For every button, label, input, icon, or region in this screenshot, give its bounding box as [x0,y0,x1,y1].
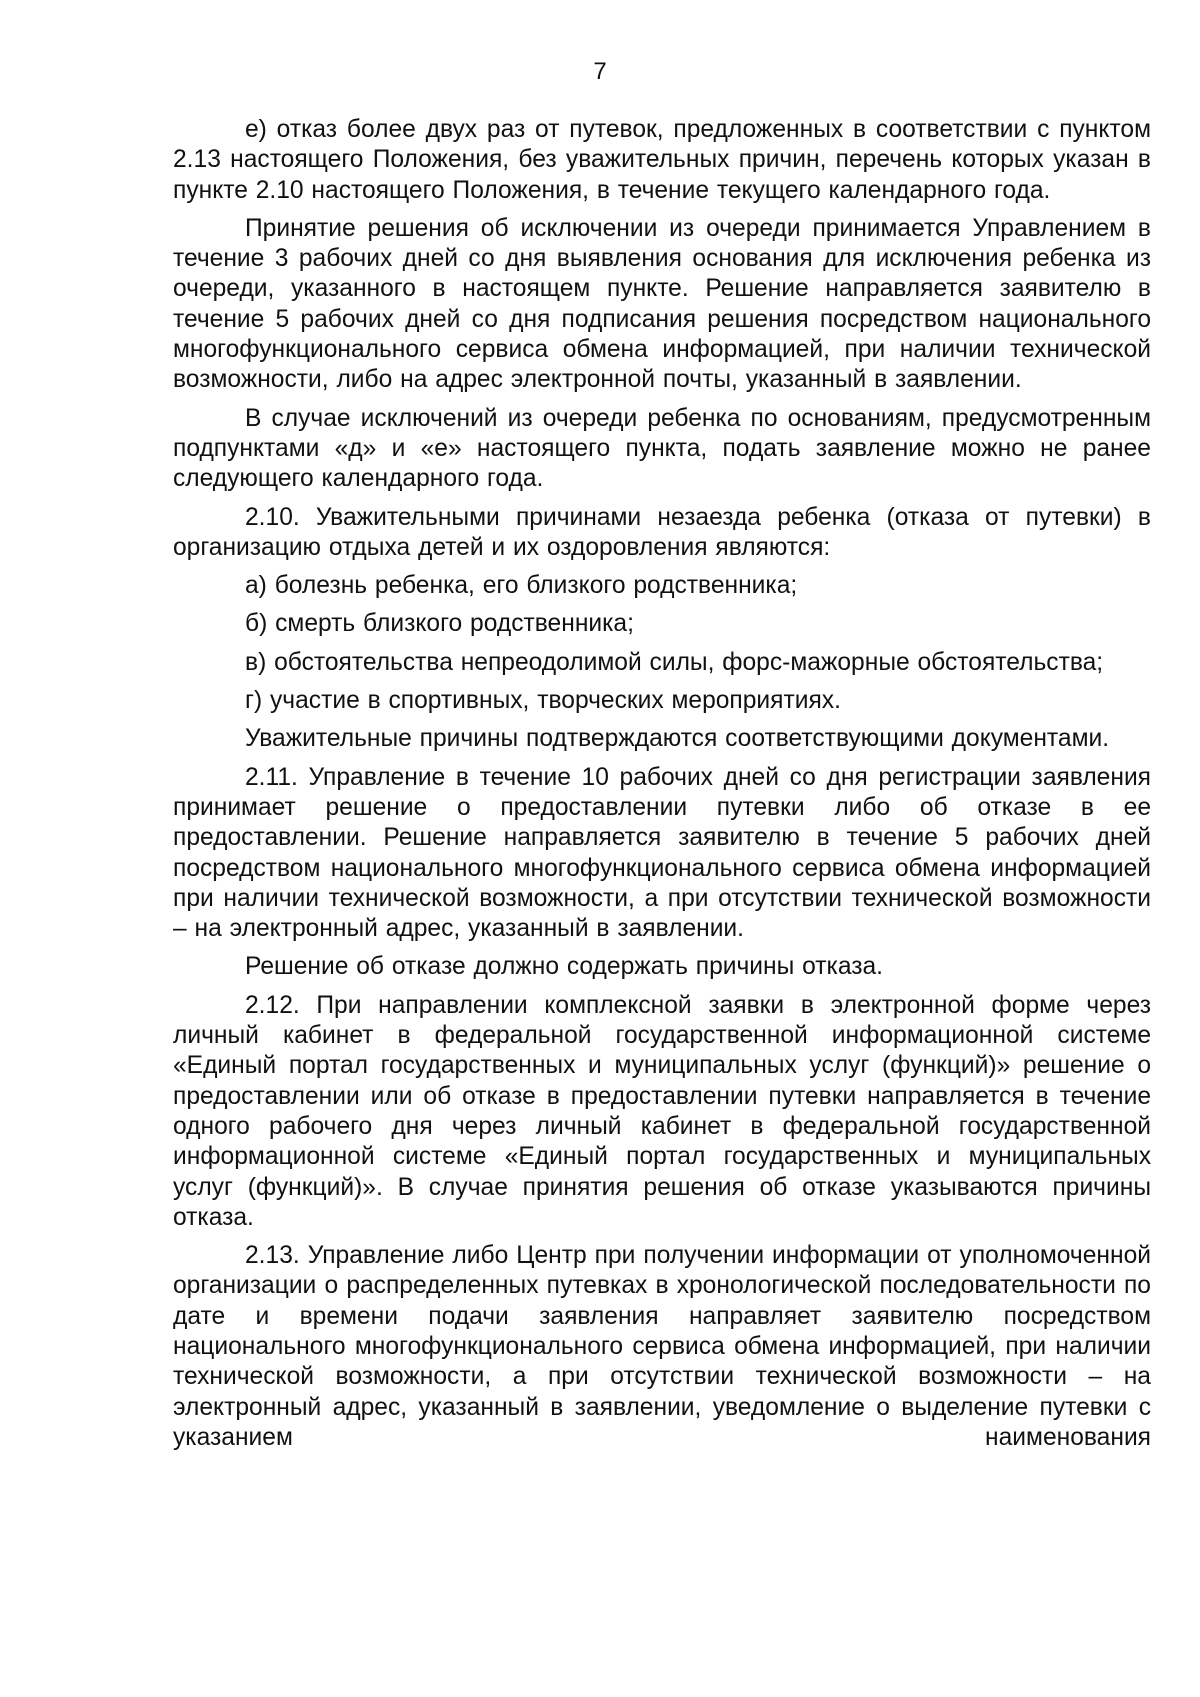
page-number: 7 [593,58,607,85]
paragraph-2-12: 2.12. При направлении комплексной заявки в электронной форме через личный кабинет в федеральной государственной информационной системе «Единый портал государственных и муниципальных услуг (функций)» решение о предоставлении или об отказе в предоставлении путевки направляется в течение одного рабочего дня через личный кабинет в федеральной государственной информационной системе «Единый портал государственных и муниципальных услуг (функций)». В случае принятия решения об отказе указываются причины отказа. [173,991,1151,1231]
paragraph-item-g: г) участие в спортивных, творческих мероприятиях. [245,687,841,715]
paragraph-item-v: в) обстоятельства непреодолимой силы, форс-мажорные обстоятельства; [245,648,1104,676]
paragraph-item-a: а) болезнь ребенка, его близкого родственника; [245,572,798,600]
paragraph-exclusion-reapply: В случае исключений из очереди ребенка по основаниям, предусмотренным подпунктами «д» и «е» настоящего пункта, подать заявление можно не ранее следующего календарного года. [173,404,1151,493]
paragraph-exclusion-decision: Принятие решения об исключении из очереди принимается Управлением в течение 3 рабочих дней со дня выявления основания для исключения ребенка из очереди, указанного в настоящем пункте. Решение направляется заявителю в течение 5 рабочих дней со дня подписания решения посредством национального многофункционального сервиса обмена информацией, при наличии технической возможности, либо на адрес электронной почты, указанный в заявлении. [173,214,1151,394]
document-body [173,115,1151,1461]
paragraph-2-13: 2.13. Управление либо Центр при получении информации от уполномоченной организации о распределенных путевках в хронологической последовательности по дате и времени подачи заявления направляет заявителю посредством национального многофункционального сервиса обмена информацией, при наличии технической возможности, а при отсутствии технической возможности – на электронный адрес, указанный в заявлении, уведомление о выделение путевки с указанием наименования [173,1242,1151,1451]
paragraph-item-b: б) смерть близкого родственника; [245,610,634,638]
paragraph-2-10: 2.10. Уважительными причинами незаезда ребенка (отказа от путевки) в организацию отдыха детей и их оздоровления являются: [173,503,1151,561]
paragraph-item-e: е) отказ более двух раз от путевок, предложенных в соответствии с пунктом 2.13 настоящего Положения, без уважительных причин, перечень которых указан в пункте 2.10 настоящего Положения, в течение текущего календарного года. [173,116,1151,204]
paragraph-refusal-reasons: Решение об отказе должно содержать причины отказа. [245,953,884,981]
paragraph-2-11: 2.11. Управление в течение 10 рабочих дней со дня регистрации заявления принимает решение о предоставлении путевки либо об отказе в ее предоставлении. Решение направляется заявителю в течение 5 рабочих дней посредством национального многофункционального сервиса обмена информацией при наличии технической возможности, а при отсутствии технической возможности – на электронный адрес, указанный в заявлении. [173,763,1151,943]
paragraph-reasons-confirmed: Уважительные причины подтверждаются соответствующими документами. [245,725,1110,753]
